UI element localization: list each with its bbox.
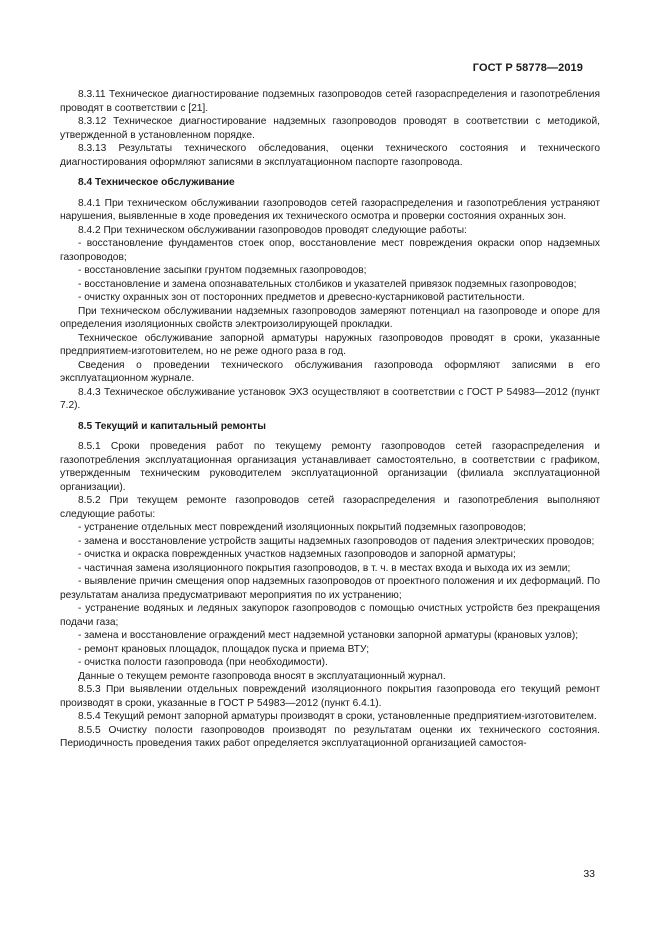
section-heading-8-5: 8.5 Текущий и капитальный ремонты — [78, 420, 266, 432]
paragraph: При техническом обслуживании надземных газопроводов замеряют потенциал на газопроводе и опоре для определения изоляционных свойств электроизолирующей прокладки. — [60, 305, 600, 330]
page-number: 33 — [583, 868, 595, 880]
list-item: - замена и восстановление ограждений мест надземной установки запорной арматуры (крановых узлов); — [78, 630, 579, 641]
paragraph-8-4-1: 8.4.1 При техническом обслуживании газопроводов сетей газораспределения и газопотребления устраняют нарушения, выявленные в ходе проведения их технического осмотра и проверки состояния охранных зон. — [60, 197, 600, 222]
paragraph: Сведения о проведении технического обслуживания газопровода оформляют записями в его эксплуатационном журнале. — [60, 359, 600, 384]
list-item: - устранение отдельных мест повреждений изоляционных покрытий подземных газопроводов; — [78, 522, 526, 533]
paragraph-8-4-2: 8.4.2 При техническом обслуживании газопроводов проводят следующие работы: — [78, 224, 467, 236]
standard-header: ГОСТ Р 58778—2019 — [472, 62, 583, 74]
paragraph-8-5-1: 8.5.1 Сроки проведения работ по текущему ремонту газопроводов сетей газораспределения и газопотребления эксплуатационная организация устанавливает самостоятельно, в соответствии с графиком, утвержденным техническим руководителем эксплуатационной организации (филиала эксплуатационной организации). — [60, 441, 600, 493]
paragraph-8-5-3: 8.5.3 При выявлении отдельных повреждений изоляционного покрытия газопровода его текущий ремонт производят в сроки, указанные в ГОСТ Р 54983—2012 (пункт 6.4.1). — [60, 684, 600, 709]
list-item: - очистка полости газопровода (при необходимости). — [78, 657, 328, 668]
list-item: - очистку охранных зон от посторонних предметов и древесно-кустарниковой растительности. — [78, 292, 525, 303]
list-item: - выявление причин смещения опор надземных газопроводов от проектного положения и их деформаций. По результатам анализа предусматривают мероприятия по их устранению; — [60, 576, 600, 601]
paragraph-8-5-2: 8.5.2 При текущем ремонте газопроводов сетей газораспределения и газопотребления выполняют следующие работы: — [60, 495, 600, 520]
list-item: - устранение водяных и ледяных закупорок газопроводов с помощью очистных устройств без прекращения подачи газа; — [60, 603, 600, 628]
paragraph-8-3-13: 8.3.13 Результаты технического обследования, оценки технического состояния и технического диагностирования оформляют записями в эксплуатационном паспорте газопровода. — [60, 143, 600, 168]
paragraph: Техническое обслуживание запорной арматуры наружных газопроводов проводят в сроки, указанные предприятием-изготовителем, но не реже одного раза в год. — [60, 332, 600, 357]
paragraph-8-4-3: 8.4.3 Техническое обслуживание установок ЭХЗ осуществляют в соответствии с ГОСТ Р 54983—2012 (пункт 7.2). — [60, 386, 600, 411]
paragraph-8-5-4: 8.5.4 Текущий ремонт запорной арматуры производят в сроки, установленные предприятием-изготовителем. — [78, 711, 597, 722]
document-body — [60, 88, 600, 751]
list-item: - восстановление и замена опознавательных столбиков и указателей привязок подземных газопроводов; — [78, 278, 577, 290]
list-item: - восстановление фундаментов стоек опор, восстановление мест повреждения окраски опор надземных газопроводов; — [60, 238, 600, 263]
section-heading-8-4: 8.4 Техническое обслуживание — [78, 177, 235, 188]
list-item: - восстановление засыпки грунтом подземных газопроводов; — [78, 265, 367, 276]
paragraph-8-5-5: 8.5.5 Очистку полости газопроводов производят по результатам оценки их технического состояния. Периодичность проведения таких работ определяется эксплуатационной организацией самостоя- — [60, 724, 600, 749]
list-item: - очистка и окраска поврежденных участков надземных газопроводов и запорной арматуры; — [78, 549, 516, 560]
list-item: - частичная замена изоляционного покрытия газопроводов, в т. ч. в местах входа и выхода их из земли; — [78, 562, 571, 574]
paragraph-8-3-11: 8.3.11 Техническое диагностирование подземных газопроводов сетей газораспределения и газопотребления проводят в соответствии с [21]. — [60, 89, 600, 114]
paragraph: Данные о текущем ремонте газопровода вносят в эксплуатационный журнал. — [78, 670, 446, 682]
list-item: - замена и восстановление устройств защиты надземных газопроводов от падения электрических проводов; — [78, 535, 595, 547]
list-item: - ремонт крановых площадок, площадок пуска и приема ВТУ; — [78, 643, 370, 655]
paragraph-8-3-12: 8.3.12 Техническое диагностирование надземных газопроводов проводят в соответствии с методикой, утвержденной в установленном порядке. — [60, 116, 600, 141]
